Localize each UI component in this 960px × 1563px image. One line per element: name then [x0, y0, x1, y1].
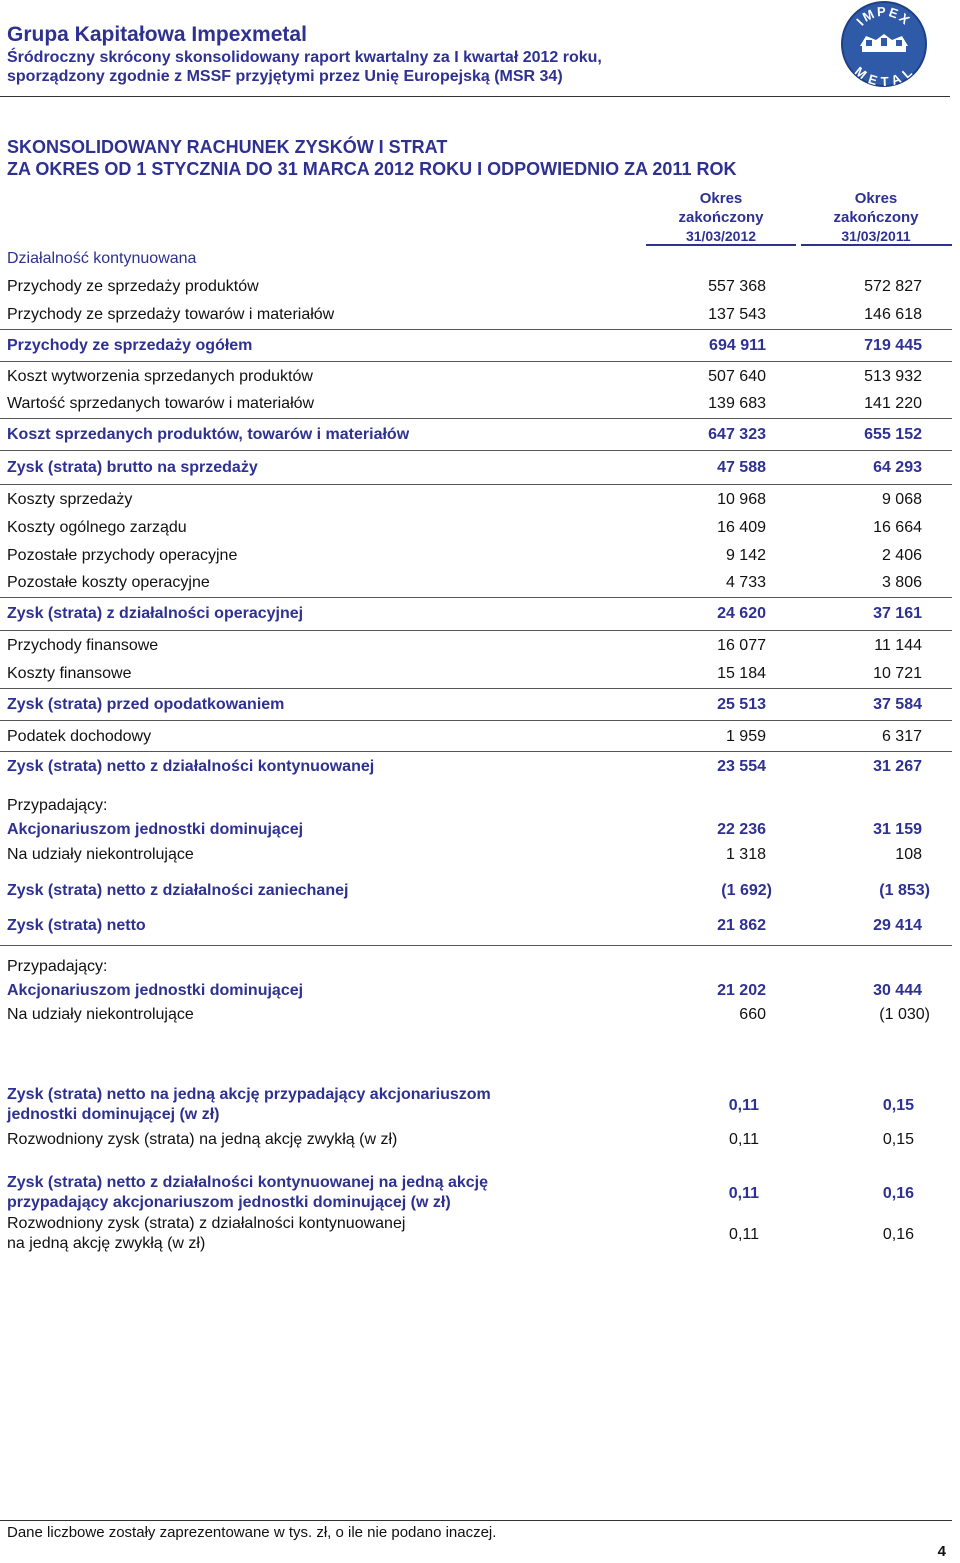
- table-row: [7, 546, 952, 566]
- page-number: 4: [937, 1543, 946, 1560]
- row-value-2011: 30 444: [873, 982, 922, 999]
- row-value-2011: 29 414: [873, 917, 922, 934]
- row-value-2012: 557 368: [708, 278, 766, 295]
- row-value-2011: 655 152: [864, 426, 922, 443]
- table-row: [7, 957, 952, 977]
- statement-title-line2: ZA OKRES OD 1 STYCZNIA DO 31 MARCA 2012 ROKU I ODPOWIEDNIO ZA 2011 ROK: [7, 159, 737, 179]
- row-label: Zysk (strata) brutto na sprzedaży: [7, 459, 258, 476]
- table-row-total: [7, 881, 952, 901]
- row-value-2011: 37 584: [873, 696, 922, 713]
- table-row: [7, 277, 952, 297]
- row-value-2011: (1 030): [879, 1006, 930, 1023]
- diluted-eps-continuing-value-2011: 0,16: [882, 1226, 914, 1243]
- row-value-2011: 16 664: [873, 519, 922, 536]
- row-value-2011: 10 721: [873, 665, 922, 682]
- row-value-2012: 10 968: [717, 491, 766, 508]
- table-row-total: [7, 425, 952, 445]
- report-subtitle-line2: sporządzony zgodnie z MSSF przyjętymi przez Unię Europejską (MSR 34): [7, 68, 563, 85]
- table-row: [7, 1005, 952, 1025]
- row-value-2012: 1 959: [725, 728, 766, 745]
- table-row: [7, 573, 952, 593]
- row-value-2011: 572 827: [864, 278, 922, 295]
- row-label: Przychody finansowe: [7, 637, 159, 654]
- row-value-2011: 31 267: [873, 758, 922, 775]
- row-label: Przychody ze sprzedaży ogółem: [7, 337, 253, 354]
- row-value-2012: 25 513: [717, 696, 766, 713]
- row-value-2011: 37 161: [873, 605, 922, 622]
- row-label: Akcjonariuszom jednostki dominującej: [7, 982, 304, 999]
- row-label: Zysk (strata) przed opodatkowaniem: [7, 696, 285, 713]
- logo-text-top: IMPEX: [853, 3, 915, 29]
- table-row-total: [7, 604, 952, 624]
- row-divider: [0, 450, 952, 451]
- row-value-2011: 9 068: [881, 491, 922, 508]
- diluted-eps-continuing-value-2012: 0,11: [729, 1226, 759, 1243]
- eps-continuing-value-2012: 0,11: [728, 1185, 759, 1202]
- row-label: Koszt wytworzenia sprzedanych produktów: [7, 368, 313, 385]
- diluted-eps-continuing-label-line1: Rozwodniony zysk (strata) z działalności kontynuowanej: [7, 1215, 406, 1232]
- column-header-2012-date: 31/03/2012: [685, 228, 757, 244]
- column-header-underline-2012: [646, 244, 796, 246]
- statement-title-line1: SKONSOLIDOWANY RACHUNEK ZYSKÓW I STRAT: [7, 137, 448, 157]
- row-label: Przychody ze sprzedaży towarów i materiałów: [7, 306, 335, 323]
- eps-label-line2: jednostki dominującej (w zł): [7, 1106, 220, 1123]
- column-header-underline-2011: [801, 244, 952, 246]
- footnote: Dane liczbowe zostały zaprezentowane w tys. zł, o ile nie podano inaczej.: [7, 1524, 497, 1541]
- row-label: Koszty finansowe: [7, 665, 132, 682]
- diluted-eps-label-line1: Rozwodniony zysk (strata) na jedną akcję zwykłą (w zł): [7, 1131, 398, 1148]
- column-header-2011-line2: zakończony: [833, 209, 919, 226]
- row-label: Koszty sprzedaży: [7, 491, 133, 508]
- section-heading: [7, 249, 952, 269]
- column-header-2011-line1: Okres: [854, 190, 898, 207]
- diluted-eps-value-2011: 0,15: [882, 1131, 914, 1148]
- eps-label-line1: Zysk (strata) netto na jedną akcję przypadający akcjonariuszom: [7, 1086, 491, 1103]
- company-name: Grupa Kapitałowa Impexmetal: [7, 23, 307, 46]
- row-value-2012: 1 318: [725, 846, 766, 863]
- row-value-2011: 719 445: [864, 337, 922, 354]
- diluted-eps-continuing-label: [7, 1214, 567, 1254]
- table-row-total: [7, 458, 952, 478]
- row-value-2012: 139 683: [708, 395, 766, 412]
- column-header-2011: [801, 189, 951, 246]
- row-value-2012: 660: [739, 1006, 766, 1023]
- row-label: Zysk (strata) netto: [7, 917, 146, 934]
- statement-title: [7, 136, 947, 180]
- row-label: Na udziały niekontrolujące: [7, 1006, 194, 1023]
- impexmetal-logo: [840, 0, 928, 88]
- row-label: Pozostałe koszty operacyjne: [7, 574, 210, 591]
- row-value-2012: 507 640: [708, 368, 766, 385]
- eps-continuing-label: [7, 1173, 567, 1213]
- row-divider: [0, 418, 952, 419]
- eps-label: [7, 1085, 567, 1125]
- section-heading-label: Działalność kontynuowana: [7, 250, 197, 267]
- row-value-2011: 146 618: [864, 306, 922, 323]
- eps-value-2012: 0,11: [728, 1097, 759, 1114]
- row-value-2012: 47 588: [717, 459, 766, 476]
- row-label: Koszty ogólnego zarządu: [7, 519, 187, 536]
- row-value-2011: 3 806: [881, 574, 922, 591]
- row-label: Przychody ze sprzedaży produktów: [7, 278, 259, 295]
- row-label: Zysk (strata) netto z działalności kontynuowanej: [7, 758, 375, 775]
- table-row: [7, 305, 952, 325]
- column-header-2011-date: 31/03/2011: [841, 228, 911, 244]
- row-value-2011: 6 317: [881, 728, 922, 745]
- row-label: Podatek dochodowy: [7, 728, 152, 745]
- table-row: [7, 367, 952, 387]
- row-label: Akcjonariuszom jednostki dominującej: [7, 821, 304, 838]
- eps-value-2011: 0,15: [882, 1097, 914, 1114]
- row-value-2012: 694 911: [709, 337, 766, 354]
- row-value-2012: 647 323: [708, 426, 766, 443]
- row-label: Przypadający:: [7, 797, 108, 814]
- row-divider: [0, 720, 952, 721]
- row-divider: [0, 630, 952, 631]
- eps-continuing-label-line1: Zysk (strata) netto z działalności kontynuowanej na jedną akcję: [7, 1174, 489, 1191]
- table-row: [7, 796, 952, 816]
- row-label: Koszt sprzedanych produktów, towarów i materiałów: [7, 426, 410, 443]
- row-label: Zysk (strata) z działalności operacyjnej: [7, 605, 304, 622]
- row-value-2011: 513 932: [864, 368, 922, 385]
- row-value-2011: 11 144: [874, 637, 922, 654]
- row-value-2012: 4 733: [725, 574, 766, 591]
- row-value-2012: 22 236: [717, 821, 766, 838]
- row-divider: [0, 945, 952, 946]
- report-header: [7, 22, 807, 86]
- row-label: Pozostałe przychody operacyjne: [7, 547, 238, 564]
- table-row: [7, 727, 952, 747]
- row-divider: [0, 597, 952, 598]
- table-row: [7, 845, 952, 865]
- table-row: [7, 518, 952, 538]
- header-divider: [0, 96, 950, 97]
- table-row-total: [7, 916, 952, 936]
- row-value-2011: 108: [895, 846, 922, 863]
- row-value-2011: (1 853): [879, 882, 930, 899]
- row-label: Wartość sprzedanych towarów i materiałów: [7, 395, 315, 412]
- table-row: [7, 636, 952, 656]
- column-header-2012-line2: zakończony: [678, 209, 764, 226]
- row-divider: [0, 751, 952, 752]
- row-value-2012: 24 620: [717, 605, 766, 622]
- row-value-2012: 23 554: [717, 758, 766, 775]
- table-row-total: [7, 981, 952, 1001]
- row-value-2012: 16 077: [717, 637, 766, 654]
- diluted-eps-value-2012: 0,11: [729, 1131, 759, 1148]
- table-row: [7, 664, 952, 684]
- row-value-2011: 64 293: [873, 459, 922, 476]
- row-divider: [0, 484, 952, 485]
- eps-continuing-value-2011: 0,16: [882, 1185, 914, 1202]
- row-label: Zysk (strata) netto z działalności zaniechanej: [7, 882, 349, 899]
- row-value-2012: 21 862: [717, 917, 766, 934]
- row-divider: [0, 361, 952, 362]
- eps-continuing-label-line2: przypadający akcjonariuszom jednostki dominującej (w zł): [7, 1194, 451, 1211]
- row-value-2012: 137 543: [708, 306, 766, 323]
- table-row: [7, 394, 952, 414]
- row-value-2011: 31 159: [873, 821, 922, 838]
- row-label: Na udziały niekontrolujące: [7, 846, 194, 863]
- table-row-total: [7, 695, 952, 715]
- row-value-2012: 9 142: [725, 547, 766, 564]
- table-row-total: [7, 757, 952, 777]
- footer-divider: [0, 1520, 952, 1521]
- table-row-total: [7, 820, 952, 840]
- row-divider: [0, 329, 952, 330]
- diluted-eps-label: [7, 1130, 567, 1150]
- row-value-2012: 21 202: [717, 982, 766, 999]
- table-row: [7, 490, 952, 510]
- row-divider: [0, 688, 952, 689]
- logo-text-bottom: METAL: [851, 63, 917, 88]
- row-value-2011: 2 406: [881, 547, 922, 564]
- column-header-2012: [646, 189, 796, 246]
- row-value-2012: 16 409: [717, 519, 766, 536]
- row-label: Przypadający:: [7, 958, 108, 975]
- row-value-2012: 15 184: [717, 665, 766, 682]
- report-subtitle-line1: Śródroczny skrócony skonsolidowany raport kwartalny za I kwartał 2012 roku,: [7, 49, 602, 66]
- table-row-total: [7, 336, 952, 356]
- diluted-eps-continuing-label-line2: na jedną akcję zwykłą (w zł): [7, 1235, 206, 1252]
- column-header-2012-line1: Okres: [699, 190, 743, 207]
- row-value-2012: (1 692): [721, 882, 772, 899]
- row-value-2011: 141 220: [864, 395, 922, 412]
